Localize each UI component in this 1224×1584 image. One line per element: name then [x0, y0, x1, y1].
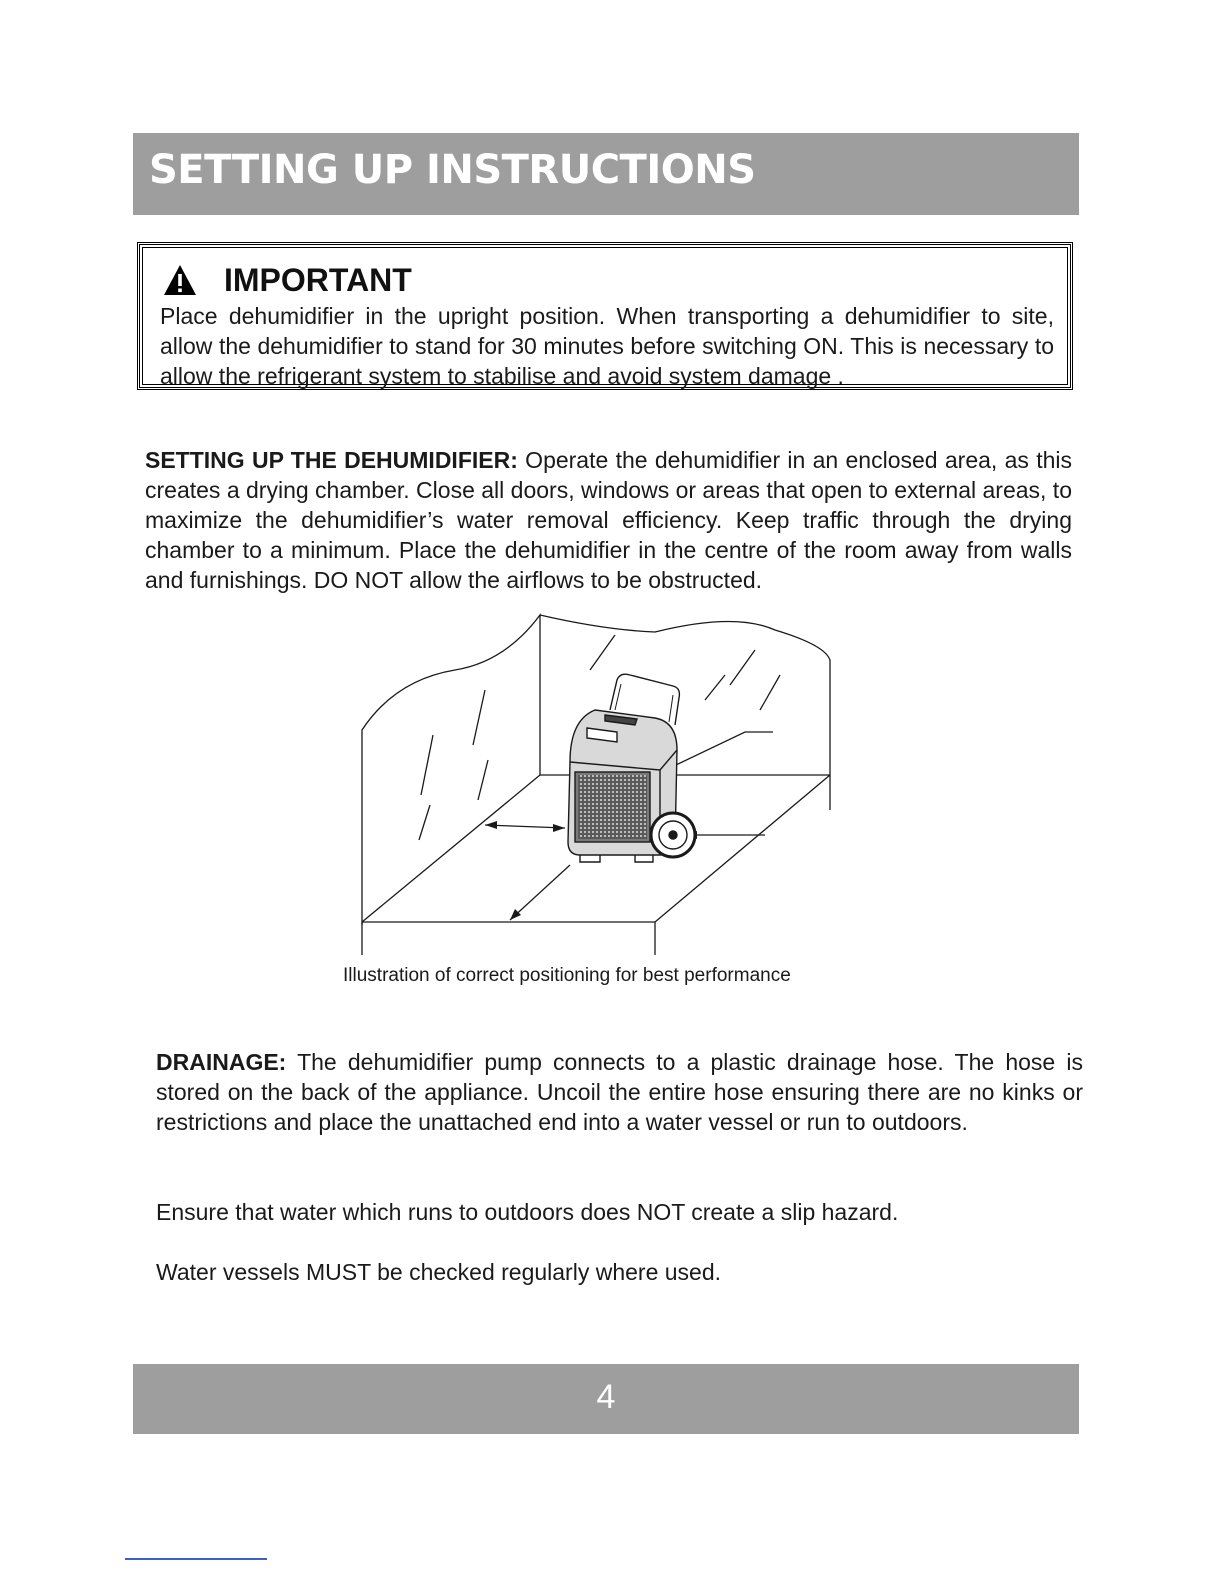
footer-bar [133, 1364, 1079, 1434]
illustration-caption: Illustration of correct positioning for best performance [343, 965, 791, 986]
arrow-front [510, 865, 570, 920]
important-heading [162, 263, 412, 297]
section-header-bar [133, 133, 1079, 215]
positioning-illustration [355, 610, 835, 955]
page-number: 4 [596, 1378, 616, 1416]
setup-paragraph [145, 445, 1072, 595]
setup-body: Operate the dehumidifier in an enclosed area, as this creates a drying chamber. Close all doors, windows or areas that open to external areas, to maximize the dehumidifier’s water removal efficiency. Keep traffic through the drying chamber to a minimum. Place the dehumidifier in the centre of the room away from walls and furnishings. DO NOT allow the airflows to be obstructed. [145, 447, 1072, 593]
important-body-text: Place dehumidifier in the upright position. When transporting a dehumidifier to site, allow the dehumidifier to stand for 30 minutes before switching ON. This is necessary to allow the refrigerant system to stabilise and avoid system damage . [160, 303, 1054, 389]
slip-hazard-note: Ensure that water which runs to outdoors does NOT create a slip hazard. [156, 1199, 899, 1225]
left-wall [362, 615, 540, 925]
drainage-lead: DRAINAGE: [156, 1049, 287, 1075]
footnote-divider [125, 1558, 267, 1560]
vessel-check-note: Water vessels MUST be checked regularly where used. [156, 1259, 722, 1285]
setup-lead: SETTING UP THE DEHUMIDIFIER: [145, 447, 518, 473]
important-notice-box [137, 242, 1073, 390]
drainage-body: The dehumidifier pump connects to a plastic drainage hose. The hose is stored on the back of the appliance. Uncoil the entire hose ensuring there are no kinks or restrictions and place the unattached end into a water vessel or run to outdoors. [156, 1049, 1083, 1135]
page-title: SETTING UP INSTRUCTIONS [149, 147, 756, 193]
drainage-paragraph [156, 1047, 1083, 1137]
warning-triangle-icon [162, 263, 198, 297]
dehumidifier-unit [568, 674, 695, 862]
floor-front-drop [362, 922, 655, 955]
floor-left-edge [362, 775, 540, 922]
important-title: IMPORTANT [224, 261, 412, 298]
